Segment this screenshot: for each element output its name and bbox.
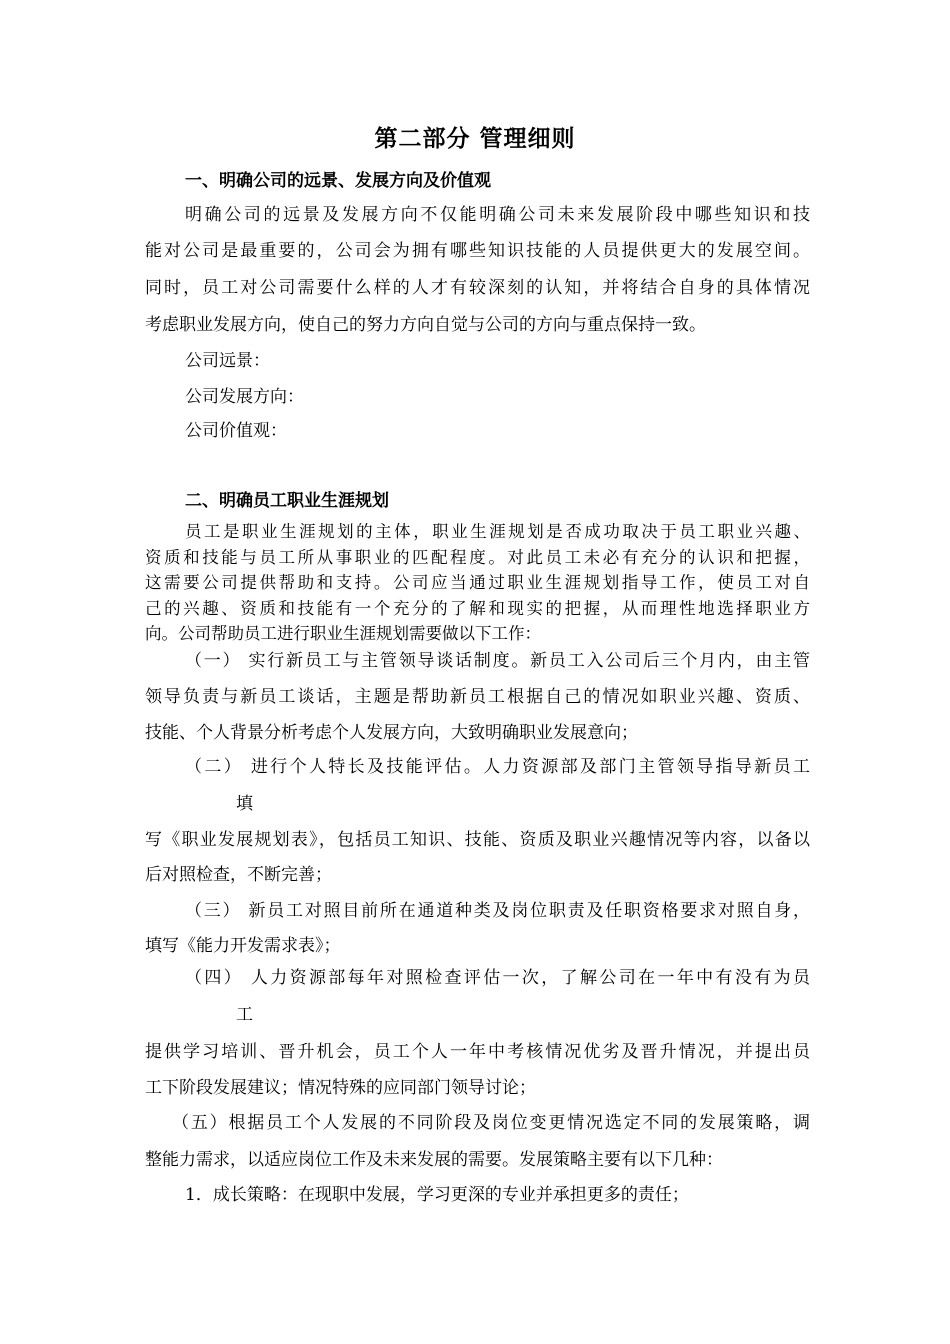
paragraph-line: 己的兴趣、资质和技能有一个充分的了解和现实的把握，从而理性地选择职业方 xyxy=(145,599,810,618)
paragraph-line: 考虑职业发展方向，使自己的努力方向自觉与公司的方向与重点保持一致。 xyxy=(145,315,706,335)
strategy-item: 1．成长策略：在现职中发展，学习更深的专业并承担更多的责任； xyxy=(185,1185,689,1205)
paragraph-line: 明确公司的远景及发展方向不仅能明确公司未来发展阶段中哪些知识和技 xyxy=(185,205,810,225)
item-line: 填写《能力开发需求表》； xyxy=(145,936,341,956)
paragraph-line: 向。公司帮助员工进行职业生涯规划需要做以下工作： xyxy=(145,624,541,643)
item-line: 后对照检查，不断完善； xyxy=(145,865,332,885)
item-line: 工下阶段发展建议；情况特殊的应同部门领导讨论； xyxy=(145,1078,536,1098)
item-line: 填 xyxy=(236,794,253,814)
item-line: 工 xyxy=(236,1005,253,1025)
item-line: 整能力需求，以适应岗位工作及未来发展的需要。发展策略主要有以下几种： xyxy=(145,1150,723,1170)
page-title: 第二部分 管理细则 xyxy=(374,126,576,152)
paragraph-line: 资质和技能与员工所从事职业的匹配程度。对此员工未必有充分的认识和把握， xyxy=(145,548,810,567)
section-heading-vision: 一、明确公司的远景、发展方向及价值观 xyxy=(185,171,491,191)
paragraph-line: 能对公司是最重要的，公司会为拥有哪些知识技能的人员提供更大的发展空间。 xyxy=(145,241,810,261)
item-line: 领导负责与新员工谈话，主题是帮助新员工根据自己的情况如职业兴趣、资质、 xyxy=(145,687,810,707)
item-line: 写《职业发展规划表》，包括员工知识、技能、资质及职业兴趣情况等内容，以备以 xyxy=(145,830,810,850)
company-direction-label: 公司发展方向： xyxy=(185,387,304,407)
item-line: （四） 人力资源部每年对照检查评估一次，了解公司在一年中有没有为员 xyxy=(185,968,810,988)
paragraph-line: 同时，员工对公司需要什么样的人才有较深刻的认知，并将结合自身的具体情况 xyxy=(145,278,810,298)
item-line: 技能、个人背景分析考虑个人发展方向，大致明确职业发展意向； xyxy=(145,723,638,743)
company-vision-label: 公司远景： xyxy=(185,351,270,371)
item-line: （三） 新员工对照目前所在通道种类及岗位职责及任职资格要求对照自身， xyxy=(185,901,810,921)
item-line: （一） 实行新员工与主管领导谈话制度。新员工入公司后三个月内，由主管 xyxy=(185,651,810,671)
company-values-label: 公司价值观： xyxy=(185,421,287,441)
item-line: （五）根据员工个人发展的不同阶段及岗位变更情况选定不同的发展策略，调 xyxy=(172,1113,810,1133)
paragraph-line: 员工是职业生涯规划的主体，职业生涯规划是否成功取决于员工职业兴趣、 xyxy=(185,522,810,541)
paragraph-line: 这需要公司提供帮助和支持。公司应当通过职业生涯规划指导工作，使员工对自 xyxy=(145,573,810,592)
section-heading-career: 二、明确员工职业生涯规划 xyxy=(185,491,389,511)
item-line: 提供学习培训、晋升机会，员工个人一年中考核情况优劣及晋升情况，并提出员 xyxy=(145,1042,810,1062)
item-line: （二） 进行个人特长及技能评估。人力资源部及部门主管领导指导新员工 xyxy=(185,757,810,777)
